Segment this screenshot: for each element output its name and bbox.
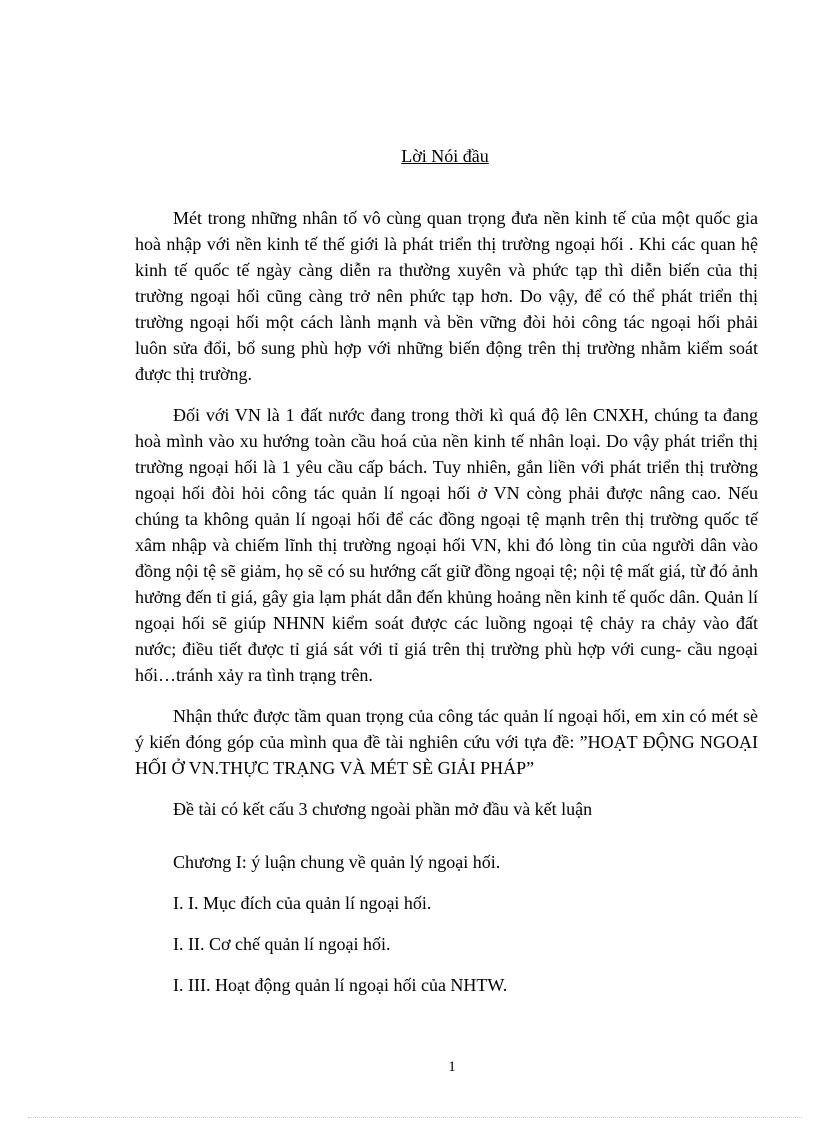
page-number: 1 (448, 1059, 456, 1075)
page-title: Lời Nói đầu (401, 146, 489, 166)
structure-intro: Đề tài có kết cấu 3 chương ngoài phần mở đầu và kết luận (173, 799, 593, 819)
paragraph-vietnam: Đối với VN là 1 đất nước đang trong thời kì quá độ lên CNXH, chúng ta đang hoà mình vào xu hướng toàn cầu hoá của nền kinh tế nhân loại. Do vậy phát triển thị trường ngoại hối là 1 yêu cầu cấp bách. Tuy nhiên, gắn liền với phát triển thị trường ngoại hối đòi hỏi công tác quản lí ngoại hối ở VN còng phải được nâng cao. Nếu chúng ta không quản lí ngoại hối để các đồng ngoại tệ mạnh trên thị trường quốc tế xâm nhập và chiếm lĩnh thị trường ngoại hối VN, khi đó lòng tin của người dân vào đồng nội tệ sẽ giảm, họ sẽ có su hướng cất giữ đồng ngoại tệ; nội tệ mất giá, từ đó ảnh hưởng đến tỉ giá, gây gia lạm phát dẫn đến khủng hoảng nền kinh tế quốc dân. Quản lí ngoại hối sẽ giúp NHNN kiểm soát được các luồng ngoại tệ chảy ra chảy vào đất nước; điều tiết được tỉ giá sát với tỉ giá trên thị trường phù hợp với cung- cầu ngoại hối…tránh xảy ra tình trạng trên. (135, 405, 758, 685)
chapter-heading: Chương I: ý luận chung về quản lý ngoại hối. (173, 852, 501, 872)
section-item: I. III. Hoạt động quản lí ngoại hối của NHTW. (173, 975, 508, 995)
paragraph-intro: Mét trong những nhân tố vô cùng quan trọng đưa nền kinh tế của một quốc gia hoà nhập với nền kinh tế thế giới là phát triển thị trường ngoại hối . Khi các quan hệ kinh tế quốc tế ngày càng diễn ra thường xuyên và phức tạp thì diễn biến của thị trường ngoại hối cũng càng trở nên phức tạp hơn. Do vậy, để có thể phát triển thị trường ngoại hối một cách lành mạnh và bền vững đòi hỏi công tác ngoại hối phải luôn sửa đổi, bổ sung phù hợp với những biến động trên thị trường nhằm kiểm soát được thị trường. (135, 208, 758, 384)
page-bottom-divider (28, 1117, 802, 1118)
section-item: I. II. Cơ chế quản lí ngoại hối. (173, 934, 391, 954)
paragraph-topic: Nhận thức được tầm quan trọng của công tác quản lí ngoại hối, em xin có mét sè ý kiến đóng góp của mình qua đề tài nghiên cứu với tựa đề: ”HOẠT ĐỘNG NGOẠI HỐI Ở VN.THỰC TRẠNG VÀ MÉT SÈ GIẢI PHÁP” (135, 706, 758, 778)
section-item: I. I. Mục đích của quản lí ngoại hối. (173, 893, 432, 913)
document-body (135, 205, 758, 1013)
